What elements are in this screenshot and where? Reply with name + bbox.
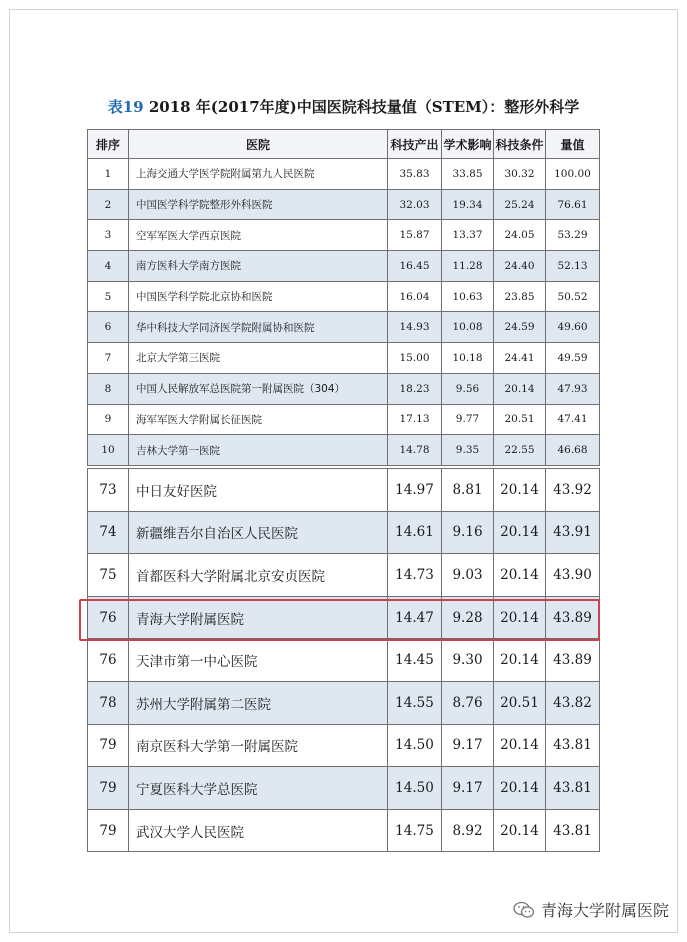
footer-account-name: 青海大学附属医院 — [540, 901, 669, 920]
table-title-text: 2018 年(2017年度)中国医院科技量值（STEM）：整形外科学 — [148, 98, 580, 116]
value-cell: 46.68 — [546, 435, 600, 466]
table-number: 表19 — [107, 98, 144, 116]
condition-cell: 20.14 — [494, 724, 546, 767]
condition-cell: 20.51 — [494, 404, 546, 435]
condition-cell: 20.14 — [494, 554, 546, 597]
table-row — [88, 469, 600, 512]
table-row — [88, 724, 600, 767]
value-cell: 43.81 — [546, 767, 600, 810]
table-row — [88, 404, 600, 435]
impact-cell: 10.63 — [442, 281, 494, 312]
value-cell: 43.89 — [546, 596, 600, 639]
output-cell: 14.47 — [388, 596, 442, 639]
table-title — [0, 96, 687, 117]
output-cell: 35.83 — [388, 159, 442, 190]
rank-cell: 76 — [88, 596, 129, 639]
condition-cell: 20.14 — [494, 639, 546, 682]
table-row — [88, 312, 600, 343]
table-row — [88, 251, 600, 282]
impact-cell: 9.77 — [442, 404, 494, 435]
hospital-cell: 海军军医大学附属长征医院 — [129, 404, 388, 435]
ranking-table-bottom — [87, 468, 600, 852]
hospital-cell: 中国人民解放军总医院第一附属医院（304） — [129, 373, 388, 404]
value-cell: 43.81 — [546, 724, 600, 767]
output-cell: 15.00 — [388, 343, 442, 374]
rank-cell: 73 — [88, 469, 129, 512]
hospital-cell: 新疆维吾尔自治区人民医院 — [129, 511, 388, 554]
table-row — [88, 435, 600, 466]
impact-cell: 9.28 — [442, 596, 494, 639]
value-cell: 47.41 — [546, 404, 600, 435]
output-cell: 14.73 — [388, 554, 442, 597]
table-row — [88, 159, 600, 190]
impact-cell: 8.76 — [442, 681, 494, 724]
value-cell: 43.90 — [546, 554, 600, 597]
rank-cell: 3 — [88, 220, 129, 251]
table-row — [88, 220, 600, 251]
value-cell: 76.61 — [546, 189, 600, 220]
hospital-cell: 南京医科大学第一附属医院 — [129, 724, 388, 767]
impact-cell: 10.18 — [442, 343, 494, 374]
output-cell: 17.13 — [388, 404, 442, 435]
rank-cell: 2 — [88, 189, 129, 220]
output-cell: 14.97 — [388, 469, 442, 512]
condition-cell: 30.32 — [494, 159, 546, 190]
table-row — [88, 189, 600, 220]
hospital-cell: 中日友好医院 — [129, 469, 388, 512]
header-condition: 科技条件 — [494, 130, 546, 159]
output-cell: 16.45 — [388, 251, 442, 282]
output-cell: 14.61 — [388, 511, 442, 554]
condition-cell: 20.14 — [494, 469, 546, 512]
rank-cell: 6 — [88, 312, 129, 343]
header-hospital: 医院 — [129, 130, 388, 159]
value-cell: 43.92 — [546, 469, 600, 512]
rank-cell: 1 — [88, 159, 129, 190]
rank-cell: 9 — [88, 404, 129, 435]
condition-cell: 25.24 — [494, 189, 546, 220]
output-cell: 15.87 — [388, 220, 442, 251]
hospital-cell: 青海大学附属医院 — [129, 596, 388, 639]
impact-cell: 11.28 — [442, 251, 494, 282]
ranking-table-top — [87, 129, 600, 466]
rank-cell: 75 — [88, 554, 129, 597]
header-impact: 学术影响 — [442, 130, 494, 159]
hospital-cell: 上海交通大学医学院附属第九人民医院 — [129, 159, 388, 190]
output-cell: 16.04 — [388, 281, 442, 312]
rank-cell: 79 — [88, 809, 129, 852]
condition-cell: 20.14 — [494, 511, 546, 554]
condition-cell: 20.14 — [494, 809, 546, 852]
rank-cell: 5 — [88, 281, 129, 312]
impact-cell: 8.81 — [442, 469, 494, 512]
hospital-cell: 吉林大学第一医院 — [129, 435, 388, 466]
output-cell: 14.93 — [388, 312, 442, 343]
value-cell: 47.93 — [546, 373, 600, 404]
value-cell: 43.89 — [546, 639, 600, 682]
hospital-cell: 宁夏医科大学总医院 — [129, 767, 388, 810]
condition-cell: 24.05 — [494, 220, 546, 251]
impact-cell: 9.35 — [442, 435, 494, 466]
output-cell: 14.50 — [388, 724, 442, 767]
table-row — [88, 681, 600, 724]
table-row — [88, 767, 600, 810]
hospital-cell: 苏州大学附属第二医院 — [129, 681, 388, 724]
rank-cell: 79 — [88, 767, 129, 810]
table-row — [88, 809, 600, 852]
hospital-cell: 中国医学科学院北京协和医院 — [129, 281, 388, 312]
table-row — [88, 511, 600, 554]
rank-cell: 76 — [88, 639, 129, 682]
highlight-box — [79, 599, 600, 641]
impact-cell: 8.92 — [442, 809, 494, 852]
hospital-cell: 中国医学科学院整形外科医院 — [129, 189, 388, 220]
output-cell: 14.50 — [388, 767, 442, 810]
value-cell: 53.29 — [546, 220, 600, 251]
condition-cell: 24.59 — [494, 312, 546, 343]
header-output: 科技产出 — [388, 130, 442, 159]
table-row — [88, 281, 600, 312]
hospital-cell: 首都医科大学附属北京安贞医院 — [129, 554, 388, 597]
condition-cell: 24.41 — [494, 343, 546, 374]
condition-cell: 20.14 — [494, 373, 546, 404]
hospital-cell: 北京大学第三医院 — [129, 343, 388, 374]
impact-cell: 19.34 — [442, 189, 494, 220]
impact-cell: 9.03 — [442, 554, 494, 597]
impact-cell: 9.30 — [442, 639, 494, 682]
impact-cell: 9.16 — [442, 511, 494, 554]
output-cell: 14.45 — [388, 639, 442, 682]
hospital-cell: 华中科技大学同济医学院附属协和医院 — [129, 312, 388, 343]
value-cell: 52.13 — [546, 251, 600, 282]
value-cell: 43.91 — [546, 511, 600, 554]
rank-cell: 4 — [88, 251, 129, 282]
footer-watermark — [513, 898, 669, 921]
table-header-row — [88, 130, 600, 159]
impact-cell: 9.17 — [442, 767, 494, 810]
rank-cell: 74 — [88, 511, 129, 554]
wechat-icon — [513, 901, 535, 919]
output-cell: 14.75 — [388, 809, 442, 852]
condition-cell: 20.51 — [494, 681, 546, 724]
rank-cell: 7 — [88, 343, 129, 374]
table-row — [88, 373, 600, 404]
header-value: 量值 — [546, 130, 600, 159]
hospital-cell: 南方医科大学南方医院 — [129, 251, 388, 282]
value-cell: 43.81 — [546, 809, 600, 852]
condition-cell: 20.14 — [494, 596, 546, 639]
value-cell: 43.82 — [546, 681, 600, 724]
table-row — [88, 639, 600, 682]
output-cell: 14.55 — [388, 681, 442, 724]
rank-cell: 78 — [88, 681, 129, 724]
impact-cell: 9.56 — [442, 373, 494, 404]
rank-cell: 8 — [88, 373, 129, 404]
impact-cell: 9.17 — [442, 724, 494, 767]
condition-cell: 22.55 — [494, 435, 546, 466]
value-cell: 100.00 — [546, 159, 600, 190]
table-row — [88, 554, 600, 597]
rank-cell: 10 — [88, 435, 129, 466]
table-row — [88, 343, 600, 374]
impact-cell: 13.37 — [442, 220, 494, 251]
value-cell: 49.60 — [546, 312, 600, 343]
value-cell: 50.52 — [546, 281, 600, 312]
condition-cell: 20.14 — [494, 767, 546, 810]
condition-cell: 23.85 — [494, 281, 546, 312]
output-cell: 18.23 — [388, 373, 442, 404]
header-rank: 排序 — [88, 130, 129, 159]
hospital-cell: 天津市第一中心医院 — [129, 639, 388, 682]
output-cell: 14.78 — [388, 435, 442, 466]
output-cell: 32.03 — [388, 189, 442, 220]
condition-cell: 24.40 — [494, 251, 546, 282]
hospital-cell: 空军军医大学西京医院 — [129, 220, 388, 251]
hospital-cell: 武汉大学人民医院 — [129, 809, 388, 852]
value-cell: 49.59 — [546, 343, 600, 374]
impact-cell: 10.08 — [442, 312, 494, 343]
rank-cell: 79 — [88, 724, 129, 767]
impact-cell: 33.85 — [442, 159, 494, 190]
